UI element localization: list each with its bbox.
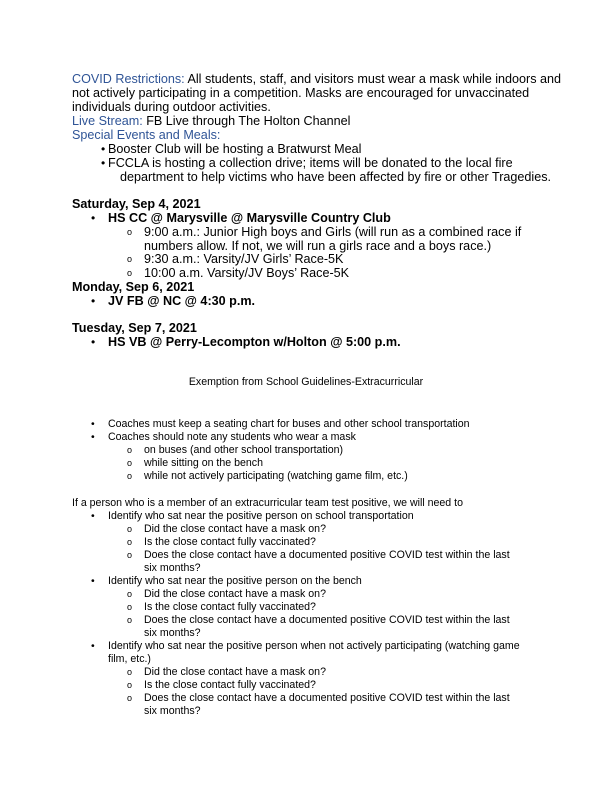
- special-event-item: Booster Club will be hosting a Bratwurst Meal: [108, 142, 362, 156]
- contact-question: Does the close contact have a documented positive COVID test within the last: [144, 692, 510, 704]
- mask-sub-item: while not actively participating (watching game film, etc.): [144, 470, 408, 482]
- contact-question: Is the close contact fully vaccinated?: [144, 601, 316, 613]
- bullet-icon: •: [101, 156, 106, 170]
- bullet-icon: •: [91, 640, 95, 652]
- circle-bullet-icon: o: [127, 680, 133, 690]
- mask-sub-item: on buses (and other school transportation): [144, 444, 344, 456]
- circle-bullet-icon: o: [127, 268, 133, 278]
- circle-bullet-icon: o: [127, 589, 133, 599]
- schedule-detail-cont: numbers allow. If not, we will run a girls race and a boys race.): [144, 239, 492, 253]
- circle-bullet-icon: o: [127, 227, 133, 237]
- contact-question: Did the close contact have a mask on?: [144, 588, 326, 600]
- identify-item-cont: film, etc.): [108, 653, 151, 665]
- live-stream-label: Live Stream:: [72, 114, 143, 128]
- covid-line-1: [72, 72, 561, 86]
- bullet-icon: •: [101, 142, 106, 156]
- circle-bullet-icon: o: [127, 254, 133, 264]
- special-event-item: FCCLA is hosting a collection drive; items will be donated to the local fire: [108, 156, 513, 170]
- schedule-date: Saturday, Sep 4, 2021: [72, 197, 201, 211]
- live-stream-text: FB Live through The Holton Channel: [142, 114, 351, 128]
- circle-bullet-icon: o: [127, 524, 133, 534]
- bullet-icon: •: [91, 575, 95, 587]
- contact-question-cont: six months?: [144, 627, 201, 639]
- bullet-icon: •: [91, 211, 96, 225]
- bullet-icon: •: [91, 335, 96, 349]
- circle-bullet-icon: o: [127, 667, 133, 677]
- contact-question: Is the close contact fully vaccinated?: [144, 679, 316, 691]
- circle-bullet-icon: o: [127, 602, 133, 612]
- bullet-icon: •: [91, 431, 95, 443]
- circle-bullet-icon: o: [127, 537, 133, 547]
- covid-text-1: All students, staff, and visitors must wear a mask while indoors and: [184, 72, 562, 86]
- schedule-event: HS VB @ Perry-Lecompton w/Holton @ 5:00 p.m.: [108, 335, 401, 349]
- schedule-event: JV FB @ NC @ 4:30 p.m.: [108, 294, 256, 308]
- contact-question: Did the close contact have a mask on?: [144, 523, 326, 535]
- schedule-detail: 9:00 a.m.: Junior High boys and Girls (will run as a combined race if: [144, 225, 522, 239]
- circle-bullet-icon: o: [127, 458, 133, 468]
- identify-item: Identify who sat near the positive person on the bench: [108, 575, 362, 587]
- special-event-item-cont: department to help victims who have been affected by fire or other Tragedies.: [120, 170, 551, 184]
- schedule-date: Monday, Sep 6, 2021: [72, 280, 195, 294]
- live-stream-line: [72, 114, 350, 128]
- covid-line-3: individuals during outdoor activities.: [72, 100, 271, 114]
- covid-label: COVID Restrictions:: [72, 72, 185, 86]
- circle-bullet-icon: o: [127, 693, 133, 703]
- contact-question: Does the close contact have a documented positive COVID test within the last: [144, 549, 510, 561]
- bullet-icon: •: [91, 294, 96, 308]
- schedule-event: HS CC @ Marysville @ Marysville Country Club: [108, 211, 391, 225]
- schedule-detail: 10:00 a.m. Varsity/JV Boys’ Race-5K: [144, 266, 350, 280]
- circle-bullet-icon: o: [127, 615, 133, 625]
- circle-bullet-icon: o: [127, 445, 133, 455]
- exemption-item: Coaches should note any students who wear a mask: [108, 431, 356, 443]
- circle-bullet-icon: o: [127, 550, 133, 560]
- contact-question: Is the close contact fully vaccinated?: [144, 536, 316, 548]
- positive-intro: If a person who is a member of an extracurricular team test positive, we will need to: [72, 497, 463, 509]
- special-events-label: Special Events and Meals:: [72, 128, 221, 142]
- identify-item: Identify who sat near the positive person on school transportation: [108, 510, 414, 522]
- contact-question-cont: six months?: [144, 562, 201, 574]
- circle-bullet-icon: o: [127, 471, 133, 481]
- exemption-item: Coaches must keep a seating chart for buses and other school transportation: [108, 418, 470, 430]
- contact-question: Does the close contact have a documented positive COVID test within the last: [144, 614, 510, 626]
- contact-question: Did the close contact have a mask on?: [144, 666, 326, 678]
- exemption-title: Exemption from School Guidelines-Extracurricular: [188, 376, 424, 388]
- covid-line-2: not actively participating in a competition. Masks are encouraged for unvaccinated: [72, 86, 530, 100]
- schedule-detail: 9:30 a.m.: Varsity/JV Girls’ Race-5K: [144, 252, 344, 266]
- bullet-icon: •: [91, 418, 95, 430]
- contact-question-cont: six months?: [144, 705, 201, 717]
- identify-item: Identify who sat near the positive person when not actively participating (watching game: [108, 640, 520, 652]
- mask-sub-item: while sitting on the bench: [144, 457, 263, 469]
- schedule-date: Tuesday, Sep 7, 2021: [72, 321, 197, 335]
- bullet-icon: •: [91, 510, 95, 522]
